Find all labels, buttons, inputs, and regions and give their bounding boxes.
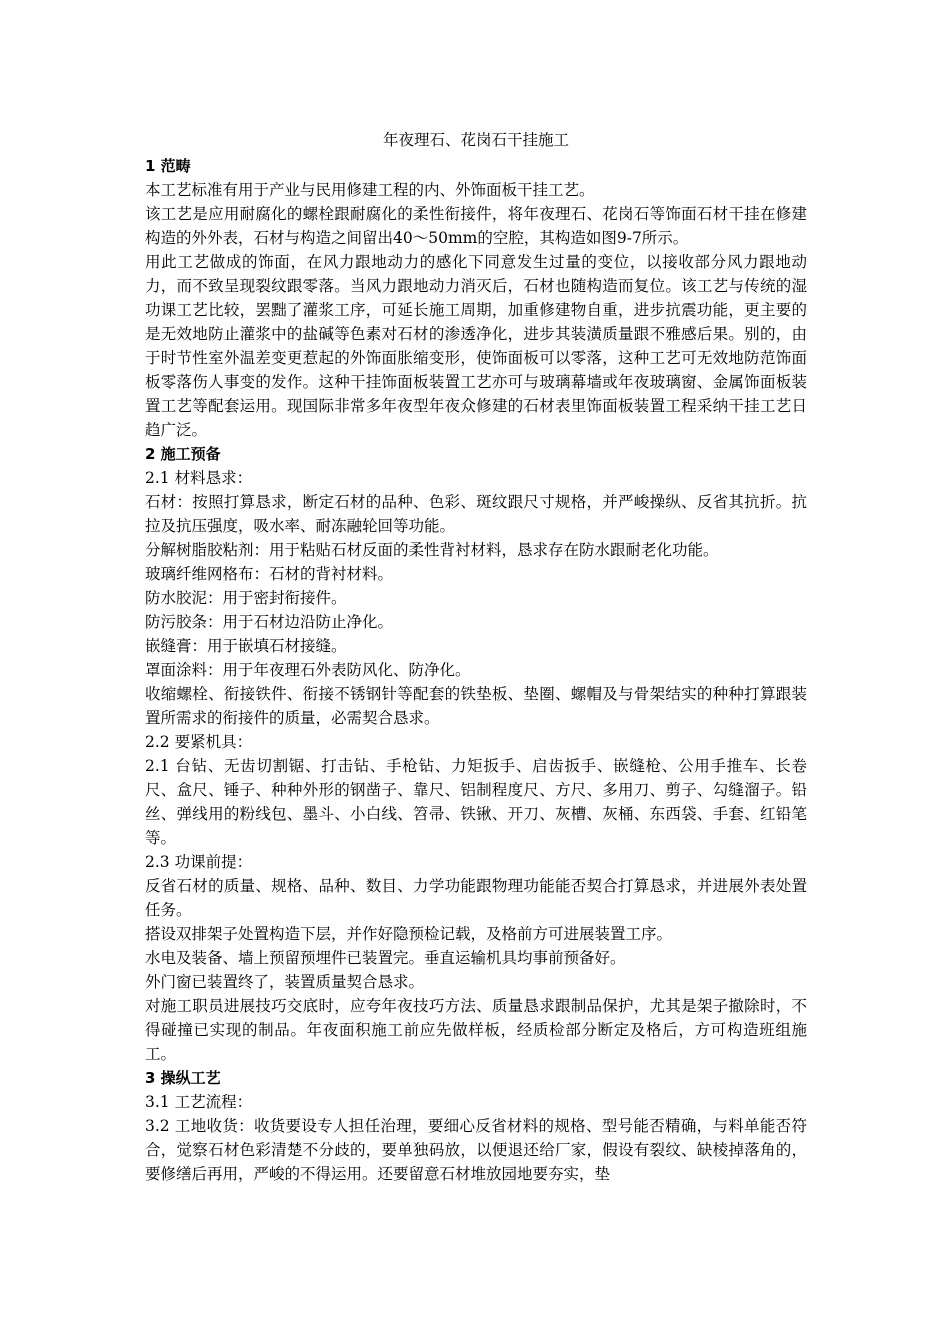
paragraph: 3.2 工地收货：收货要设专人担任治理，要细心反省材料的规格、型号能否精确，与料单能否符合，觉察石材色彩清楚不分歧的，要单独码放，以便退还给厂家，假设有裂纹、缺棱掉落角的，要修缮后再用，严峻的不得运用。还要留意石材堆放园地要夯实，垫 <box>145 1117 807 1183</box>
paragraph: 2.1 材料恳求： <box>145 469 253 487</box>
section-heading: 3 操纵工艺 <box>145 1069 221 1087</box>
paragraph: 外门窗已装置终了，装置质量契合恳求。 <box>145 973 425 991</box>
document-blocks <box>145 154 807 1186</box>
paragraph: 2.2 要紧机具： <box>145 733 253 751</box>
paragraph: 2.3 功课前提： <box>145 853 253 871</box>
paragraph: 罩面涂料：用于年夜理石外表防风化、防净化。 <box>145 661 471 679</box>
paragraph: 防污胶条：用于石材边沿防止净化。 <box>145 613 394 631</box>
document-body <box>145 128 807 1186</box>
paragraph: 石材：按照打算恳求，断定石材的品种、色彩、斑纹跟尺寸规格，并严峻操纵、反省其抗折。抗拉及抗压强度，吸水率、耐冻融轮回等功能。 <box>145 493 807 535</box>
paragraph: 水电及装备、墙上预留预埋件已装置完。垂直运输机具均事前预备好。 <box>145 949 626 967</box>
document-title: 年夜理石、花岗石干挂施工 <box>382 131 569 149</box>
paragraph: 收缩螺栓、衔接铁件、衔接不锈钢针等配套的铁垫板、垫圈、螺帽及与骨架结实的种种打算跟装置所需求的衔接件的质量，必需契合恳求。 <box>145 685 807 727</box>
paragraph: 玻璃纤维网格布：石材的背衬材料。 <box>145 565 394 583</box>
paragraph: 嵌缝膏：用于嵌填石材接缝。 <box>145 637 347 655</box>
section-heading: 1 范畴 <box>145 157 191 175</box>
paragraph: 反省石材的质量、规格、品种、数目、力学功能跟物理功能能否契合打算恳求，并进展外表处置任务。 <box>145 877 807 919</box>
paragraph: 防水胶泥：用于密封衔接件。 <box>145 589 347 607</box>
paragraph: 用此工艺做成的饰面，在风力跟地动力的感化下同意发生过量的变位，以接收部分风力跟地动力，而不致呈现裂纹跟零落。当风力跟地动力消灭后，石材也随构造而复位。该工艺与传统的湿功课工艺比较，罢黜了灌浆工序，可延长施工周期，加重修建物自重，进步抗震功能，更主要的是无效地防止灌浆中的盐碱等色素对石材的渗透净化，进步其装潢质量跟不雅感后果。别的，由于时节性室外温差变更惹起的外饰面胀缩变形，使饰面板可以零落，这种工艺可无效地防范饰面板零落伤人事变的发作。这种干挂饰面板装置工艺亦可与玻璃幕墙或年夜玻璃窗、金属饰面板装置工艺等配套运用。现国际非常多年夜型年夜众修建的石材表里饰面板装置工程采纳干挂工艺日趋广泛。 <box>145 253 807 439</box>
section-heading: 2 施工预备 <box>145 445 221 463</box>
paragraph: 搭设双排架子处置构造下层，并作好隐预检记载，及格前方可进展装置工序。 <box>145 925 673 943</box>
paragraph: 对施工职员进展技巧交底时，应夸年夜技巧方法、质量恳求跟制品保护，尤其是架子撤除时，不得碰撞已实现的制品。年夜面积施工前应先做样板，经质检部分断定及格后，方可构造班组施工。 <box>145 997 807 1063</box>
paragraph: 分解树脂胶粘剂：用于粘贴石材反面的柔性背衬材料，恳求存在防水跟耐老化功能。 <box>145 541 719 559</box>
paragraph: 该工艺是应用耐腐化的螺栓跟耐腐化的柔性衔接件，将年夜理石、花岗石等饰面石材干挂在修建构造的外外表，石材与构造之间留出40～50mm的空腔，其构造如图9-7所示。 <box>145 205 807 247</box>
paragraph: 本工艺标准有用于产业与民用修建工程的内、外饰面板干挂工艺。 <box>145 181 595 199</box>
paragraph: 2.1 台钻、无齿切割锯、打击钻、手枪钻、力矩扳手、启齿扳手、嵌缝枪、公用手推车、长卷尺、盒尺、锤子、种种外形的钢凿子、靠尺、铝制程度尺、方尺、多用刀、剪子、勾缝溜子。铅丝、弹线用的粉线包、墨斗、小白线、笤帚、铁锹、开刀、灰槽、灰桶、东西袋、手套、红铅笔等。 <box>145 757 807 847</box>
paragraph: 3.1 工艺流程： <box>145 1093 253 1111</box>
